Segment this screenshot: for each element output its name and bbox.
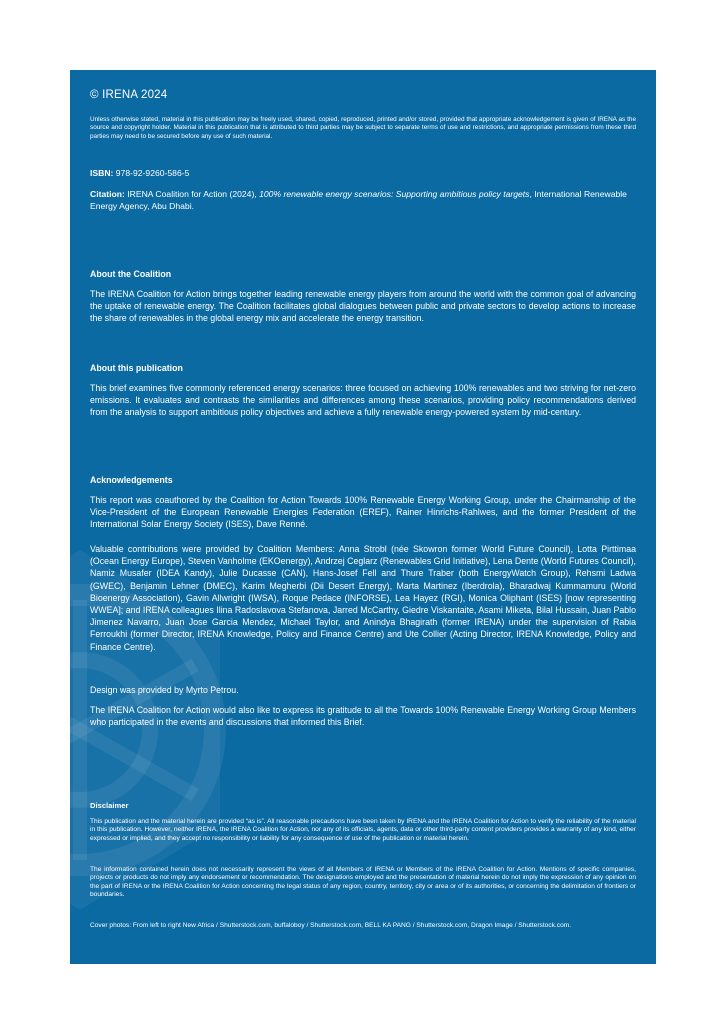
- about-publication-text: This brief examines five commonly referenced energy scenarios: three focused on achieving 100% renewables and two striving for net-zero emissions. It evaluates and contrasts the similarities and differences among these scenarios, providing policy recommendations derived from the analysis to support ambitious policy objectives and achieve a fully renewable energy-powered system by mid-century.: [90, 383, 636, 418]
- cover-photo-credits: Cover photos: From left to right New Africa / Shutterstock.com, buffaloboy / Shutterstock.com, BELL KA PANG / Shutterstock.com, Dragon Image / Shutterstock.com.: [90, 922, 572, 929]
- terms-of-use: Unless otherwise stated, material in this publication may be freely used, shared, copied, reproduced, printed and/or stored, provided that appropriate acknowledgement is given of IRENA as the source and copyright holder. Material in this publication that is attributed to third parties may be subject to separate terms of use and restrictions, and appropriate permissions from these third parties may need to be secured before any use of such material.: [90, 116, 636, 140]
- acknowledgements-authors: This report was coauthored by the Coalition for Action Towards 100% Renewable Energy Working Group, under the Chairmanship of the Vice-President of the European Renewable Energies Federation (EREF), Rainer Hinrichs-Rahlwes, and the former President of the International Solar Energy Society (ISES), Dave Renné.: [90, 495, 636, 530]
- about-coalition-text: The IRENA Coalition for Action brings together leading renewable energy players from around the world with the common goal of advancing the uptake of renewable energy. The Coalition facilitates global dialogues between public and private sectors to develop actions to increase the share of renewables in the global energy mix and accelerate the energy transition.: [90, 289, 636, 324]
- citation-prefix: IRENA Coalition for Action (2024),: [127, 189, 257, 199]
- isbn-value: 978-92-9260-586-5: [115, 168, 190, 178]
- citation-label: Citation:: [90, 189, 125, 199]
- citation: [90, 188, 636, 212]
- acknowledgements-heading: Acknowledgements: [90, 475, 173, 485]
- disclaimer-heading: Disclaimer: [90, 801, 129, 810]
- about-coalition-heading: About the Coalition: [90, 269, 172, 279]
- about-publication-heading: About this publication: [90, 363, 183, 373]
- citation-title: 100% renewable energy scenarios: Supporting ambitious policy targets: [259, 189, 530, 199]
- copyright-page-panel: [70, 70, 656, 964]
- disclaimer-liability: This publication and the material herein are provided “as is”. All reasonable precautions have been taken by IRENA and the IRENA Coalition for Action to verify the reliability of the material in this publication. However, neither IRENA, the IRENA Coalition for Action, nor any of its officials, agents, data or other third-party content providers provides a warranty of any kind, either expressed or implied, and they accept no responsibility or liability for any consequence of use of the publication or material herein.: [90, 818, 636, 842]
- disclaimer-views: The information contained herein does not necessarily represent the views of all Members of IRENA or Members of the IRENA Coalition for Action. Mentions of specific companies, projects or products do not imply any endorsement or recommendation. The designations employed and the presentation of material herein do not imply the expression of any opinion on the part of IRENA or the IRENA Coalition for Action concerning the legal status of any region, country, territory, city or area or of its authorities, or concerning the delimitation of frontiers or boundaries.: [90, 866, 636, 898]
- acknowledgements-design: Design was provided by Myrto Petrou.: [90, 685, 239, 695]
- isbn: [90, 168, 189, 178]
- acknowledgements-gratitude: The IRENA Coalition for Action would also like to express its gratitude to all the Towards 100% Renewable Energy Working Group Members who participated in the events and discussions that informed this Brief.: [90, 705, 636, 728]
- acknowledgements-contributors: Valuable contributions were provided by Coalition Members: Anna Strobl (née Skowron former World Future Council), Lotta Pirttimaa (Ocean Energy Europe), Steven Vanholme (EKOenergy), Andrzej Ceglarz (Renewables Grid Initiative), Lena Dente (World Futures Council), Namiz Musafer (IDEA Kandy), Julie Ducasse (CAN), Hans-Josef Fell and Thure Traber (both EnergyWatch Group), Rehsmi Ladwa (GWEC), Benjamin Lehner (DMEC), Karim Megherbi (Dii Desert Energy), Marta Martinez (Iberdrola), Bharadwaj Kummamuru (World Bioenergy Association), Gavin Allwright (IWSA), Roque Pedace (INFORSE), Lea Hayez (RGI), Monica Oliphant (ISES) [now representing WWEA]; and IRENA colleagues Ilina Radoslavova Stefanova, Jarred McCarthy, Giedre Viskantaite, Asami Miketa, Bilal Hussain, Juan Pablo Jimenez Navarro, Juan Jose Garcia Mendez, Michael Taylor, and Anindya Bhagirath (former IRENA) under the supervision of Rabia Ferroukhi (former Director, IRENA Knowledge, Policy and Finance Centre) and Ute Collier (Acting Director, IRENA Knowledge, Policy and Finance Centre).: [90, 544, 636, 652]
- copyright-notice: © IRENA 2024: [90, 89, 168, 101]
- isbn-label: ISBN:: [90, 168, 114, 178]
- citation-suffix: , International Renewable Energy Agency, Abu Dhabi.: [90, 189, 627, 212]
